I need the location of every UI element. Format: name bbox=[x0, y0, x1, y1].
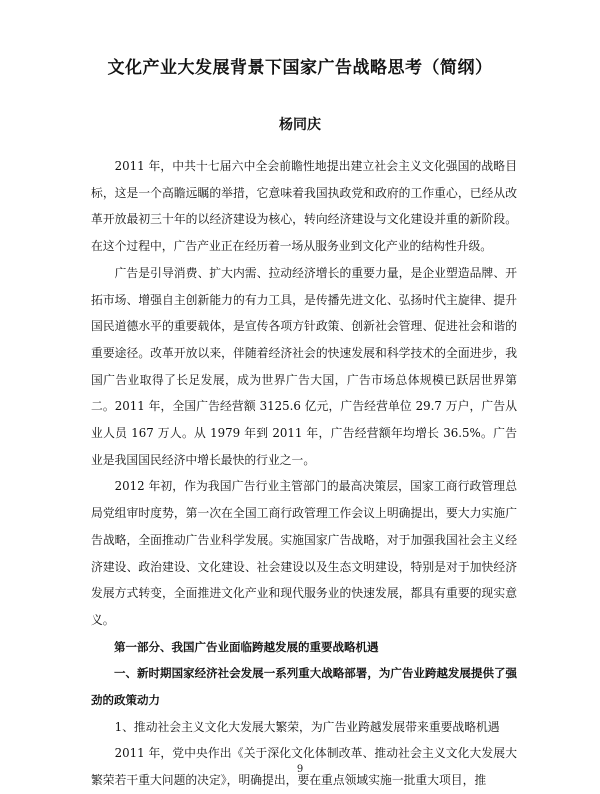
paragraph-2: 广告是引导消费、扩大内需、拉动经济增长的重要力量，是企业塑造品牌、开拓市场、增强自主创新能力的有力工具，是传播先进文化、弘扬时代主旋律、提升国民道德水平的重要载体，是宣传各项方针政策、创新社会管理、促进社会和谐的重要途径。改革开放以来，伴随着经济社会的快速发展和科学技术的全面进步，我国广告业取得了长足发展，成为世界广告大国，广告市场总体规模已跃居世界第二。2011 年，全国广告经营额 3125.6 亿元，广告经营单位 29.7 万户，广告从业人员 167 万人。从 1979 年到 2011 年，广告经营额年均增长 36.5%。广告业是我国国民经济中增长最快的行业之一。 bbox=[91, 265, 517, 467]
paragraph-1: 2011 年，中共十七届六中全会前瞻性地提出建立社会主义文化强国的战略目标，这是一个高瞻远瞩的举措，它意味着我国执政党和政府的工作重心，已经从改革开放最初三十年的以经济建设为核心，转向经济建设与文化建设并重的新阶段。在这个过程中，广告产业正在经历着一场从服务业到文化产业的结构性升级。 bbox=[91, 159, 517, 254]
subsection-heading: 1、推动社会主义文化大发展大繁荣，为广告业跨越发展带来重要战略机遇 bbox=[114, 719, 500, 734]
page-number: 9 bbox=[296, 764, 304, 775]
section-heading: 一、新时期国家经济社会发展一系列重大战略部署，为广告业跨越发展提供了强劲的政策动力 bbox=[91, 666, 517, 708]
author-name: 杨同庆 bbox=[279, 117, 321, 133]
part-heading: 第一部分、我国广告业面临跨越发展的重要战略机遇 bbox=[114, 639, 379, 654]
paragraph-4: 2011 年，党中央作出《关于深化文化体制改革、推动社会主义文化大发展大繁荣若干重大问题的决定》，明确提出，要在重点领域实施一批重大项目，推 bbox=[91, 746, 517, 788]
document-title: 文化产业大发展背景下国家广告战略思考（简纲） bbox=[107, 58, 493, 78]
paragraph-3: 2012 年初，作为我国广告行业主管部门的最高决策层，国家工商行政管理总局党组审时度势，第一次在全国工商行政管理工作会议上明确提出，要大力实施广告战略，全面推动广告业科学发展。实施国家广告战略，对于加强我国社会主义经济建设、政治建设、文化建设、社会建设以及生态文明建设，特别是对于加快经济发展方式转变，全面推进文化产业和现代服务业的快速发展，都具有重要的现实意义。 bbox=[91, 479, 517, 627]
document-body bbox=[91, 153, 517, 794]
